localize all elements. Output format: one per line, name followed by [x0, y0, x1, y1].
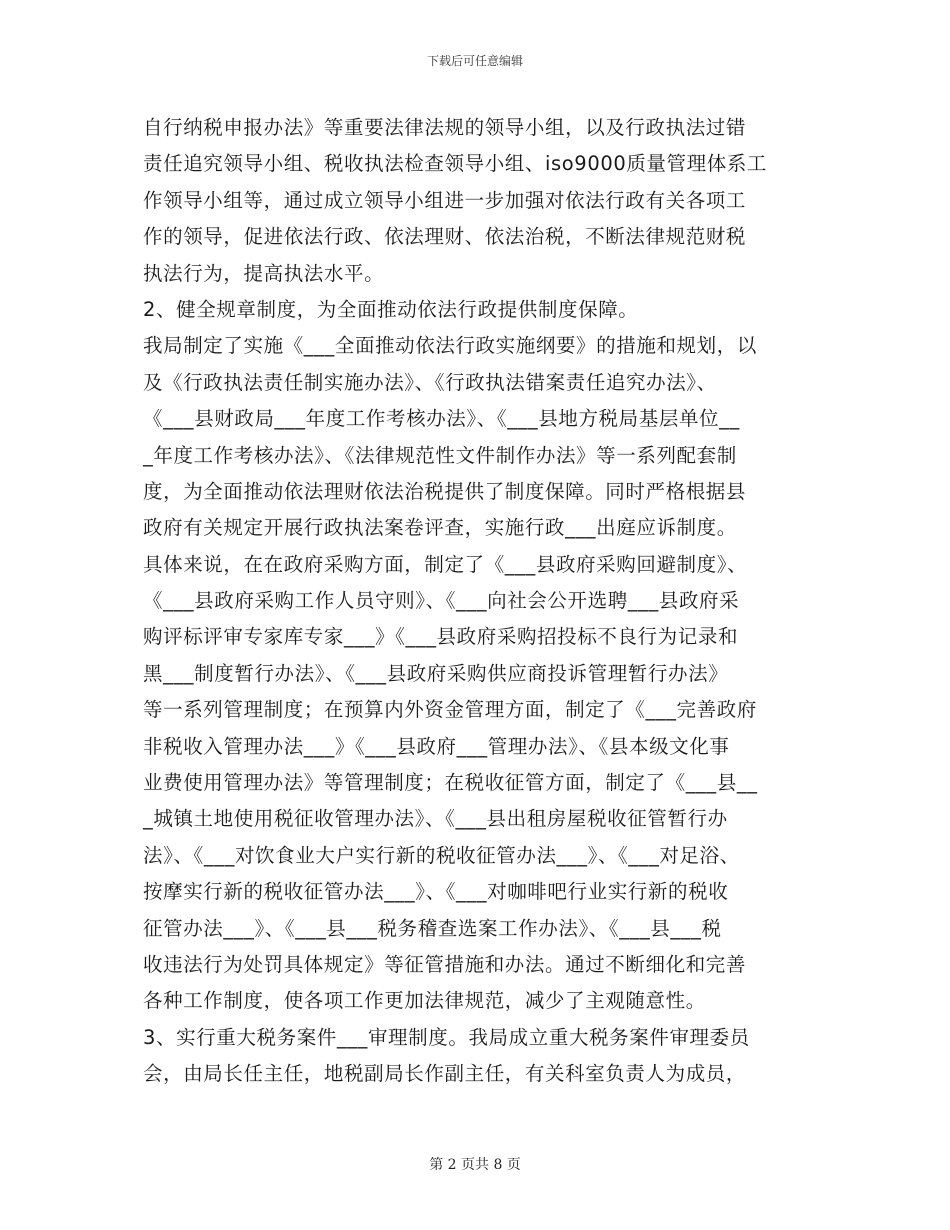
text-line: 执法行为，提高执法水平。 [143, 261, 385, 285]
text-line: 各种工作制度，使各项工作更加法律规范，减少了主观随意性。 [143, 989, 706, 1013]
text-line: 法》、《___对饮食业大户实行新的税收征管办法___》、《___对足浴、 [143, 843, 740, 867]
text-line: 及《行政执法责任制实施办法》、《行政执法错案责任追究办法》、 [143, 370, 717, 394]
document-body [143, 110, 833, 1093]
text-line: _年度工作考核办法》、《法律规范性文件制作办法》等一系列配套制 [143, 443, 737, 467]
text-line: 等一系列管理制度；在预算内外资金管理方面，制定了《___完善政府 [143, 698, 757, 722]
text-line: 《___县财政局___年度工作考核办法》、《___县地方税局基层单位__ [143, 407, 740, 431]
text-line: 度，为全面推动依法理财依法治税提供了制度保障。同时严格根据县 [143, 479, 747, 503]
section-heading: 2、健全规章制度，为全面推动依法行政提供制度保障。 [143, 297, 639, 321]
text-line: 政府有关规定开展行政执法案卷评查，实施行政___出庭应诉制度。 [143, 516, 737, 540]
page-header: 下载后可任意编辑 [426, 54, 523, 68]
text-line: 征管办法___》、《___县___税务稽查选案工作办法》、《___县___税 [143, 916, 722, 940]
text-line: 按摩实行新的税收征管办法___》、《___对咖啡吧行业实行新的税收 [143, 880, 729, 904]
section-heading: 3、实行重大税务案件___审理制度。我局成立重大税务案件审理委员 [143, 1025, 750, 1049]
text-line: 《___县政府采购工作人员守则》、《___向社会公开选聘___县政府采 [143, 589, 740, 613]
text-line: 会，由局长任主任，地税副局长作副主任，有关科室负责人为成员， [143, 1062, 747, 1086]
text-line: 作的领导，促进依法行政、依法理财、依法治税，不断法律规范财税 [143, 225, 747, 249]
text-line: 作领导小组等，通过成立领导小组进一步加强对依法行政有关各项工 [143, 188, 747, 212]
text-line: 非税收入管理办法___》《___县政府___管理办法》、《县本级文化事 [143, 734, 730, 758]
text-line: 我局制定了实施《___全面推动依法行政实施纲要》的措施和规划，以 [143, 334, 757, 358]
text-line: 业费使用管理办法》等管理制度；在税收征管方面，制定了《___县__ [143, 771, 758, 795]
page-footer: 第 2 页共 8 页 [429, 1157, 521, 1173]
text-line: 黑___制度暂行办法》、《___县政府采购供应商投诉管理暂行办法》 [143, 661, 729, 685]
text-line: 收违法行为处罚具体规定》等征管措施和办法。通过不断细化和完善 [143, 952, 747, 976]
text-line: _城镇土地使用税征收管理办法》、《___县出租房屋税收征管暂行办 [143, 807, 728, 831]
text-line: 责任追究领导小组、税收执法检查领导小组、iso9000质量管理体系工 [143, 152, 768, 176]
text-line: 具体来说，在在政府采购方面，制定了《___县政府采购回避制度》、 [143, 552, 748, 576]
text-line: 自行纳税申报办法》等重要法律法规的领导小组，以及行政执法过错 [143, 116, 747, 139]
text-line: 购评标评审专家库专家___》《___县政府采购招投标不良行为记录和 [143, 625, 739, 649]
